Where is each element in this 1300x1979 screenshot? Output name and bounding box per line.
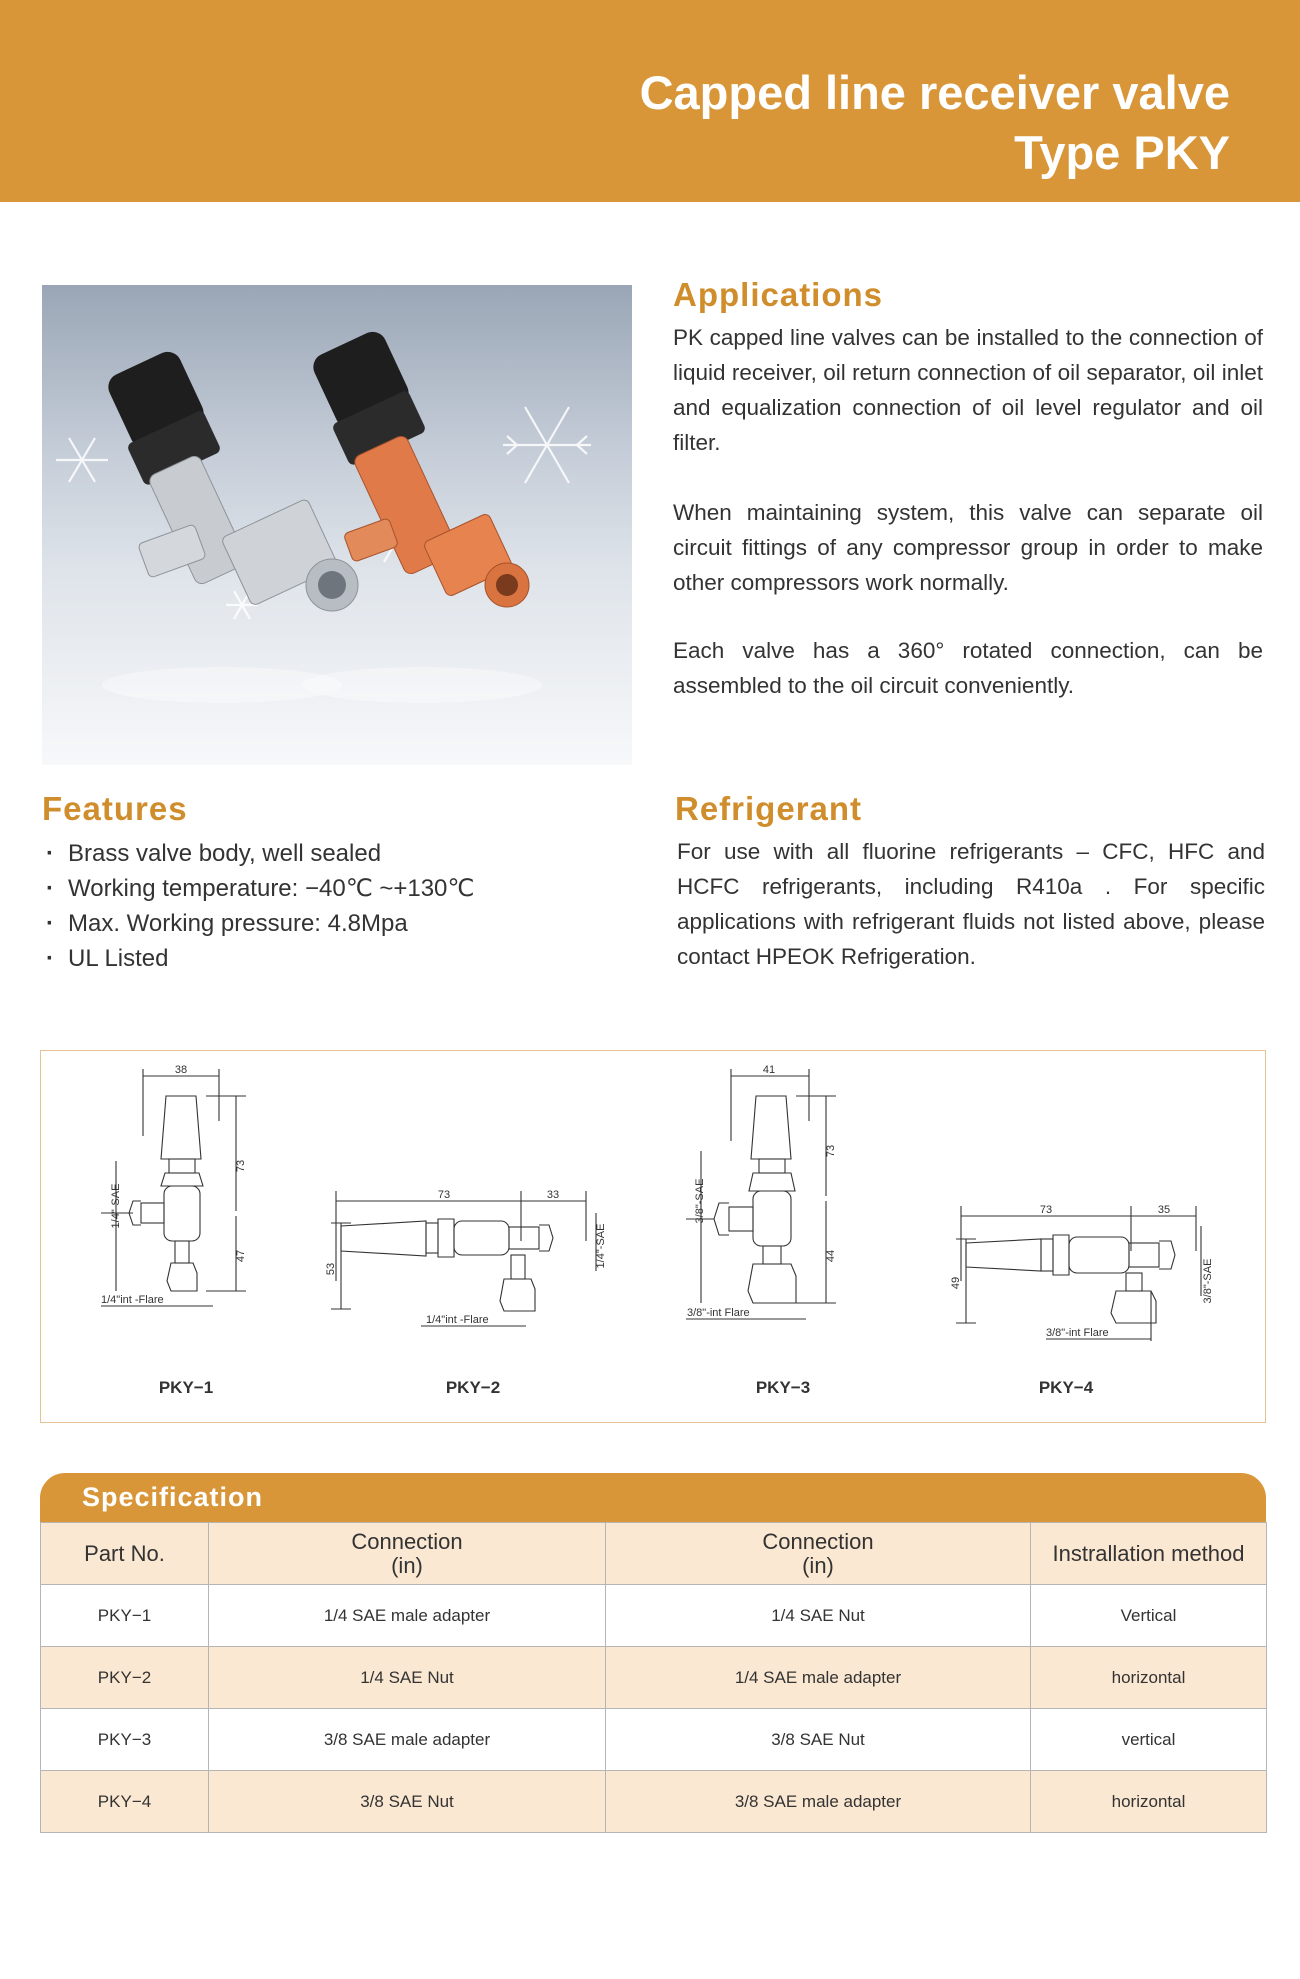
specification-title: Specification xyxy=(82,1482,264,1512)
drawing-pky-1 xyxy=(101,1069,246,1306)
dim-label: 47 xyxy=(235,1249,247,1263)
cell-part-no: PKY−4 xyxy=(41,1771,209,1833)
specification-table xyxy=(40,1522,1267,1833)
features-heading: Features xyxy=(42,790,188,827)
cell-installation: horizontal xyxy=(1031,1771,1267,1833)
refrigerant-heading: Refrigerant xyxy=(675,790,863,827)
drawing-pky-4 xyxy=(956,1206,1201,1341)
feature-item: · UL Listed xyxy=(46,941,474,976)
table-row xyxy=(41,1771,1267,1833)
table-row xyxy=(41,1585,1267,1647)
refrigerant-paragraph: For use with all fluorine refrigerants – CFC, HFC and HCFC refrigerants, including R410a . For specific applications with refrigerant fluids not listed above, please contact HPEOK Refrigeration. xyxy=(677,839,1265,969)
features-list xyxy=(46,836,474,976)
side-label: 3/8"-SAE xyxy=(1202,1258,1214,1304)
bottom-label: 1/4"int -Flare xyxy=(426,1314,489,1326)
page-title-line1: Capped line receiver valve xyxy=(639,66,1230,119)
applications-paragraph-2: When maintaining system, this valve can separate oil circuit fittings of any compressor group in order to make other compressors work normally. xyxy=(673,500,1263,595)
dim-label: 73 xyxy=(437,1189,451,1201)
applications-heading: Applications xyxy=(673,276,884,313)
table-row xyxy=(41,1709,1267,1771)
dim-label: 73 xyxy=(235,1159,247,1173)
product-photo xyxy=(42,285,632,765)
dim-label: 49 xyxy=(950,1276,962,1290)
bottom-label: 3/8"-int Flare xyxy=(1046,1327,1109,1339)
applications-paragraph-1: PK capped line valves can be installed to the connection of liquid receiver, oil return connection of oil separator, oil inlet and equalization connection of oil level regulator and oil filter. xyxy=(673,325,1263,455)
valve-photo-illustration xyxy=(42,285,632,765)
cell-connection-2: 3/8 SAE Nut xyxy=(606,1709,1031,1771)
cell-connection-1: 1/4 SAE male adapter xyxy=(209,1585,606,1647)
applications-paragraph-3: Each valve has a 360° rotated connection, can be assembled to the oil circuit conveniently. xyxy=(673,638,1263,698)
dim-label: 35 xyxy=(1157,1204,1171,1216)
dim-label: 44 xyxy=(825,1249,837,1263)
drawing-label-pky-2: PKY−2 xyxy=(445,1378,501,1397)
header-connection-2: Connection (in) xyxy=(606,1523,1031,1585)
cell-connection-1: 3/8 SAE Nut xyxy=(209,1771,606,1833)
drawings-svg xyxy=(41,1051,1267,1424)
cell-connection-1: 3/8 SAE male adapter xyxy=(209,1709,606,1771)
dim-label: 41 xyxy=(762,1064,776,1076)
silver-valve xyxy=(104,347,358,611)
cell-installation: Vertical xyxy=(1031,1585,1267,1647)
side-label: 3/8"-SAE xyxy=(694,1178,706,1224)
cell-part-no: PKY−1 xyxy=(41,1585,209,1647)
cell-connection-2: 1/4 SAE male adapter xyxy=(606,1647,1031,1709)
bottom-label: 1/4"int -Flare xyxy=(101,1294,164,1306)
cell-connection-1: 1/4 SAE Nut xyxy=(209,1647,606,1709)
page-title-line2: Type PKY xyxy=(1014,126,1230,179)
dim-label: 33 xyxy=(546,1189,560,1201)
dim-label: 73 xyxy=(825,1144,837,1158)
cell-connection-2: 1/4 SAE Nut xyxy=(606,1585,1031,1647)
drawing-label-pky-3: PKY−3 xyxy=(755,1378,811,1397)
cell-part-no: PKY−3 xyxy=(41,1709,209,1771)
dim-label: 73 xyxy=(1039,1204,1053,1216)
drawing-pky-3 xyxy=(686,1069,836,1319)
cell-part-no: PKY−2 xyxy=(41,1647,209,1709)
table-header-row xyxy=(41,1523,1267,1585)
dim-label: 38 xyxy=(174,1064,188,1076)
side-label: 1/4"-SAE xyxy=(110,1183,122,1229)
header-connection-1: Connection (in) xyxy=(209,1523,606,1585)
cell-connection-2: 3/8 SAE male adapter xyxy=(606,1771,1031,1833)
drawing-pky-2 xyxy=(331,1191,596,1326)
cell-installation: horizontal xyxy=(1031,1647,1267,1709)
technical-drawings xyxy=(40,1050,1266,1423)
feature-item: · Max. Working pressure: 4.8Mpa xyxy=(46,906,474,941)
drawing-label-pky-1: PKY−1 xyxy=(158,1378,214,1397)
dim-label: 53 xyxy=(325,1262,337,1276)
table-row xyxy=(41,1647,1267,1709)
feature-item: · Working temperature: −40℃ ~+130℃ xyxy=(46,871,474,906)
feature-item: · Brass valve body, well sealed xyxy=(46,836,474,871)
cell-installation: vertical xyxy=(1031,1709,1267,1771)
header-part-no: Part No. xyxy=(41,1523,209,1585)
bottom-label: 3/8"-int Flare xyxy=(687,1307,750,1319)
drawing-label-pky-4: PKY−4 xyxy=(1038,1378,1094,1397)
side-label: 1/4"-SAE xyxy=(595,1223,607,1269)
header-band xyxy=(0,0,1300,202)
header-installation-method: Instrallation method xyxy=(1031,1523,1267,1585)
specification-tab xyxy=(40,1473,1266,1523)
